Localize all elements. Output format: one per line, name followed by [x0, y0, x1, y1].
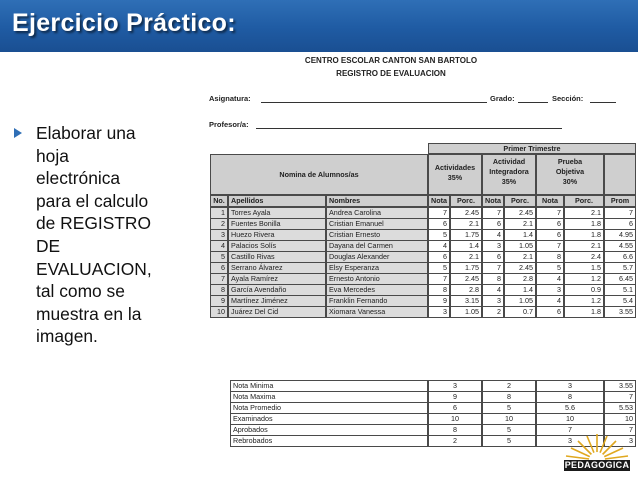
bullet-text: Elaborar una hoja electrónica para el calculo de REGISTRO DE EVALUACION, tal como se muestra en la imagen.: [36, 123, 152, 347]
student-nombres: Andrea Carolina: [326, 207, 428, 219]
student-porc-3: 1.2: [564, 273, 604, 285]
student-nota-3: 8: [536, 251, 564, 263]
grado-line: [518, 102, 548, 103]
student-nota-2: 4: [482, 284, 504, 296]
slide-header: [0, 0, 638, 52]
student-porc-1: 1.05: [450, 306, 482, 318]
col-porc-2: Porc.: [504, 195, 536, 207]
student-porc-3: 2.4: [564, 251, 604, 263]
student-nota-3: 4: [536, 273, 564, 285]
student-nombres: Eva Mercedes: [326, 284, 428, 296]
student-prom: 5.7: [604, 262, 636, 274]
asignatura-label: Asignatura:: [209, 94, 251, 103]
nomina-header: Nomina de Alumnos/as: [210, 154, 428, 195]
stat-integrative: 5: [482, 424, 536, 436]
student-nota-2: 6: [482, 251, 504, 263]
student-no: 10: [210, 306, 228, 318]
student-nombres: Cristian Ernesto: [326, 229, 428, 241]
student-nota-1: 8: [428, 284, 450, 296]
student-porc-2: 1.4: [504, 284, 536, 296]
student-nota-3: 6: [536, 306, 564, 318]
stat-objective: 3: [536, 380, 604, 392]
stat-integrative: 10: [482, 413, 536, 425]
student-nota-3: 7: [536, 207, 564, 219]
activities-label: Actividades: [434, 163, 476, 172]
student-nota-1: 6: [428, 251, 450, 263]
student-porc-2: 0.7: [504, 306, 536, 318]
stat-prom: 5.53: [604, 402, 636, 414]
stat-activities: 3: [428, 380, 482, 392]
student-apellidos: Castillo Rivas: [228, 251, 326, 263]
pedagogica-logo: [560, 432, 634, 478]
student-porc-2: 2.1: [504, 251, 536, 263]
student-porc-1: 1.75: [450, 229, 482, 241]
stat-integrative: 8: [482, 391, 536, 403]
stat-activities: 2: [428, 435, 482, 447]
student-nombres: Douglas Alexander: [326, 251, 428, 263]
sun-rays-icon: [560, 432, 634, 462]
student-porc-1: 2.1: [450, 251, 482, 263]
student-nombres: Xiomara Vanessa: [326, 306, 428, 318]
profesor-line: [256, 128, 562, 129]
student-nota-1: 3: [428, 306, 450, 318]
bullet-point: [14, 122, 194, 348]
student-porc-1: 2.45: [450, 273, 482, 285]
student-porc-1: 3.15: [450, 295, 482, 307]
student-prom: 3.55: [604, 306, 636, 318]
student-porc-3: 0.9: [564, 284, 604, 296]
student-no: 2: [210, 218, 228, 230]
student-porc-3: 2.1: [564, 207, 604, 219]
stat-label: Nota Maxima: [230, 391, 428, 403]
student-porc-1: 1.4: [450, 240, 482, 252]
student-porc-3: 2.1: [564, 240, 604, 252]
student-prom: 4.55: [604, 240, 636, 252]
student-apellidos: Serrano Álvarez: [228, 262, 326, 274]
student-porc-2: 2.1: [504, 218, 536, 230]
student-nota-3: 6: [536, 229, 564, 241]
student-apellidos: Palacios Solís: [228, 240, 326, 252]
student-no: 3: [210, 229, 228, 241]
stat-prom: 10: [604, 413, 636, 425]
student-porc-1: 1.75: [450, 262, 482, 274]
student-nombres: Cristian Emanuel: [326, 218, 428, 230]
slide-title: Ejercicio Práctico:: [12, 9, 236, 37]
student-prom: 5.1: [604, 284, 636, 296]
integrative-pct: 35%: [501, 177, 517, 186]
student-nota-2: 3: [482, 295, 504, 307]
student-porc-1: 2.8: [450, 284, 482, 296]
col-nota-2: Nota: [482, 195, 504, 207]
col-prom: Prom: [604, 195, 636, 207]
school-name: CENTRO ESCOLAR CANTON SAN BARTOLO: [304, 56, 478, 65]
student-nota-3: 3: [536, 284, 564, 296]
stat-label: Rebrobados: [230, 435, 428, 447]
student-nota-2: 2: [482, 306, 504, 318]
prom-header-blank: [604, 154, 636, 195]
student-porc-3: 1.2: [564, 295, 604, 307]
student-nota-1: 7: [428, 207, 450, 219]
register-title: REGISTRO DE EVALUACION: [336, 69, 446, 78]
student-no: 8: [210, 284, 228, 296]
asignatura-line: [261, 102, 487, 103]
student-no: 1: [210, 207, 228, 219]
seccion-line: [590, 102, 616, 103]
student-prom: 6.6: [604, 251, 636, 263]
student-nota-2: 6: [482, 218, 504, 230]
student-porc-3: 1.8: [564, 229, 604, 241]
student-prom: 4.95: [604, 229, 636, 241]
objective-label-2: Objetiva: [555, 167, 585, 176]
student-porc-2: 2.45: [504, 262, 536, 274]
student-nota-1: 9: [428, 295, 450, 307]
stat-objective: 7: [536, 424, 604, 436]
stat-label: Aprobados: [230, 424, 428, 436]
stat-objective: 8: [536, 391, 604, 403]
student-nota-2: 7: [482, 262, 504, 274]
student-prom: 6: [604, 218, 636, 230]
student-no: 7: [210, 273, 228, 285]
integrative-label-1: Actividad: [492, 157, 526, 166]
stat-label: Nota Minima: [230, 380, 428, 392]
student-prom: 5.4: [604, 295, 636, 307]
student-apellidos: Martínez Jiménez: [228, 295, 326, 307]
student-no: 9: [210, 295, 228, 307]
student-apellidos: Juárez Del Cid: [228, 306, 326, 318]
student-no: 5: [210, 251, 228, 263]
student-nota-1: 7: [428, 273, 450, 285]
student-apellidos: Huezo Rivera: [228, 229, 326, 241]
student-porc-2: 2.8: [504, 273, 536, 285]
student-porc-3: 1.8: [564, 218, 604, 230]
grado-label: Grado:: [490, 94, 515, 103]
col-porc-1: Porc.: [450, 195, 482, 207]
student-no: 6: [210, 262, 228, 274]
integrative-label-2: Integradora: [489, 167, 529, 176]
integrative-header: [482, 154, 536, 195]
student-nota-1: 5: [428, 229, 450, 241]
student-nota-1: 5: [428, 262, 450, 274]
student-nota-1: 6: [428, 218, 450, 230]
stat-objective: 3: [536, 435, 604, 447]
stat-objective: 5.6: [536, 402, 604, 414]
student-nombres: Dayana del Carmen: [326, 240, 428, 252]
student-porc-2: 1.05: [504, 240, 536, 252]
objective-test-header: [536, 154, 604, 195]
student-prom: 6.45: [604, 273, 636, 285]
student-porc-1: 2.45: [450, 207, 482, 219]
student-nota-2: 3: [482, 240, 504, 252]
stat-activities: 10: [428, 413, 482, 425]
col-apellidos: Apellidos: [228, 195, 326, 207]
student-nota-3: 5: [536, 262, 564, 274]
student-nota-3: 4: [536, 295, 564, 307]
stat-label: Examinados: [230, 413, 428, 425]
student-porc-2: 2.45: [504, 207, 536, 219]
stat-integrative: 5: [482, 402, 536, 414]
stat-prom: 3.55: [604, 380, 636, 392]
student-nota-1: 4: [428, 240, 450, 252]
student-porc-2: 1.4: [504, 229, 536, 241]
student-porc-3: 1.8: [564, 306, 604, 318]
col-nota-3: Nota: [536, 195, 564, 207]
student-apellidos: García Avendaño: [228, 284, 326, 296]
student-nombres: Ernesto Antonio: [326, 273, 428, 285]
logo-wordmark: PEDAGOGICA: [564, 460, 630, 470]
student-nombres: Franklin Fernando: [326, 295, 428, 307]
trimester-header: Primer Trimestre: [428, 143, 636, 154]
col-nota-1: Nota: [428, 195, 450, 207]
student-nota-2: 7: [482, 207, 504, 219]
student-nota-3: 7: [536, 240, 564, 252]
student-apellidos: Ayala Ramírez: [228, 273, 326, 285]
student-no: 4: [210, 240, 228, 252]
student-porc-3: 1.5: [564, 262, 604, 274]
student-prom: 7: [604, 207, 636, 219]
student-nota-2: 4: [482, 229, 504, 241]
activities-header: [428, 154, 482, 195]
stat-integrative: 5: [482, 435, 536, 447]
profesor-label: Profesor/a:: [209, 120, 249, 129]
stat-label: Nota Promedio: [230, 402, 428, 414]
col-nombres: Nombres: [326, 195, 428, 207]
bullet-arrow-icon: [14, 128, 22, 138]
evaluation-register-image: [206, 54, 638, 445]
student-nota-3: 6: [536, 218, 564, 230]
student-nombres: Elsy Esperanza: [326, 262, 428, 274]
stat-activities: 9: [428, 391, 482, 403]
objective-pct: 30%: [562, 177, 578, 186]
student-porc-1: 2.1: [450, 218, 482, 230]
col-no: No.: [210, 195, 228, 207]
objective-label-1: Prueba: [557, 157, 583, 166]
student-apellidos: Torres Ayala: [228, 207, 326, 219]
student-apellidos: Fuentes Bonilla: [228, 218, 326, 230]
stat-objective: 10: [536, 413, 604, 425]
stat-activities: 8: [428, 424, 482, 436]
activities-pct: 35%: [447, 173, 463, 182]
col-porc-3: Porc.: [564, 195, 604, 207]
stat-activities: 6: [428, 402, 482, 414]
stat-prom: 7: [604, 391, 636, 403]
seccion-label: Sección:: [552, 94, 584, 103]
student-nota-2: 8: [482, 273, 504, 285]
stat-integrative: 2: [482, 380, 536, 392]
student-porc-2: 1.05: [504, 295, 536, 307]
stat-prom: 3: [604, 435, 636, 447]
stat-prom: 7: [604, 424, 636, 436]
